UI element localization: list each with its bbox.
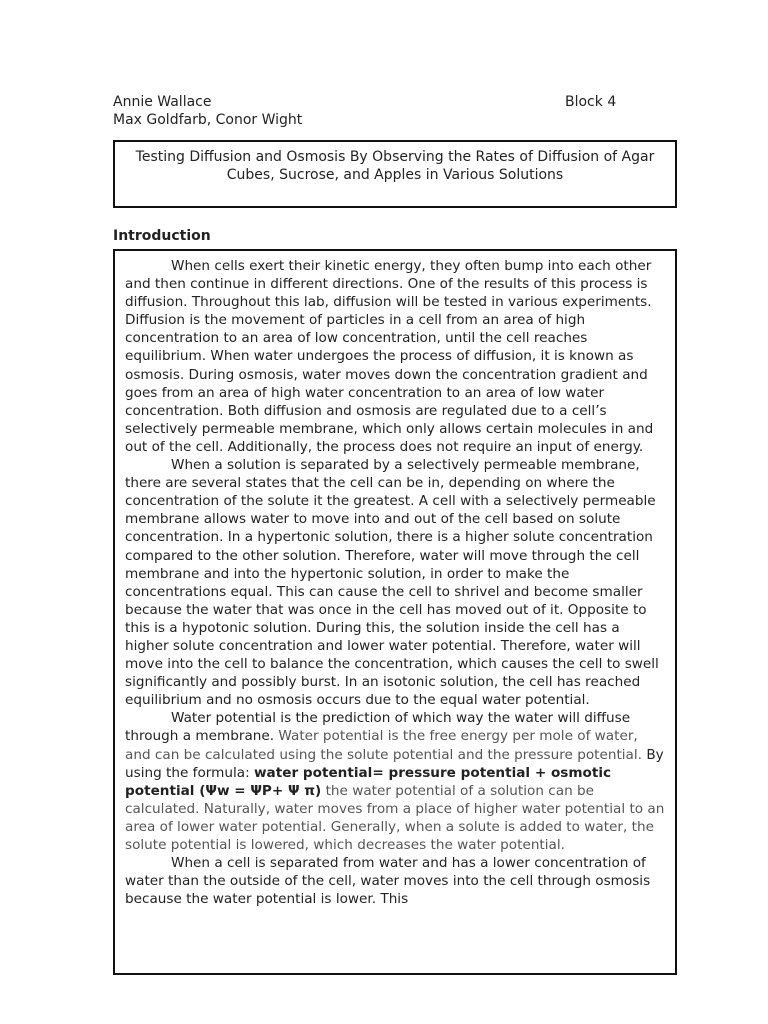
introduction-text bbox=[115, 251, 675, 908]
section-heading-introduction: Introduction bbox=[113, 228, 211, 244]
paragraph-1: When cells exert their kinetic energy, they often bump into each other and then continue in different directions. One of the results of this process is diffusion. Throughout this lab, diffusion will be tested in various experiments. Diffusion is the movement of particles in a cell from an area of high concentration to an area of low concentration, until the cell reaches equilibrium. When water undergoes the process of diffusion, it is known as osmosis. During osmosis, water moves down the concentration gradient and goes from an area of high water concentration to an area of low water concentration. Both diffusion and osmosis are regulated due to a cell’s selectively permeable membrane, which only allows certain molecules in and out of the cell. Additionally, the process does not require an input of energy. bbox=[125, 258, 654, 455]
title-box bbox=[113, 140, 677, 208]
water-potential-formula: water potential= pressure potential + osmotic potential (Ψw = ΨP+ Ψ π) bbox=[125, 764, 612, 799]
document-title: Testing Diffusion and Osmosis By Observing the Rates of Diffusion of Agar Cubes, Sucrose, and Apples in Various Solutions bbox=[135, 149, 655, 183]
paragraph-3-part-3: By using the formula: bbox=[125, 746, 664, 781]
paragraph-3-part-2: Water potential is the free energy per mole of water, and can be calculated using the solute potential and the pressure potential. bbox=[125, 728, 642, 763]
author-line-1: Annie Wallace bbox=[113, 94, 212, 110]
paragraph-3-part-4: the water potential of a solution can be calculated. Naturally, water moves from a place of higher water potential to an area of lower water potential. Generally, when a solute is added to water, the solute potential is lowered, which decreases the water potential. bbox=[125, 782, 665, 853]
paragraph-3 bbox=[125, 709, 667, 854]
paragraph-4: When a cell is separated from water and has a lower concentration of water than the outside of the cell, water moves into the cell through osmosis because the water potential is lower. This bbox=[125, 855, 651, 908]
author-line-2: Max Goldfarb, Conor Wight bbox=[113, 112, 303, 128]
block-label: Block 4 bbox=[565, 94, 617, 110]
paragraph-3-part-1: Water potential is the prediction of which way the water will diffuse through a membrane. bbox=[125, 710, 631, 745]
paragraph-2: When a solution is separated by a selectively permeable membrane, there are several states that the cell can be in, depending on where the concentration of the solute it the greatest. A cell with a selectively permeable membrane allows water to move into and out of the cell based on solute concentration. In a hypertonic solution, there is a higher solute concentration compared to the other solution. Therefore, water will move through the cell membrane and into the hypertonic solution, in order to make the concentrations equal. This can cause the cell to shrivel and become smaller because the water that was once in the cell has moved out of it. Opposite to this is a hypotonic solution. During this, the solution inside the cell has a higher solute concentration and lower water potential. Therefore, water will move into the cell to balance the concentration, which causes the cell to swell significantly and possibly burst. In an isotonic solution, the cell has reached equilibrium and no osmosis occurs due to the equal water potential. bbox=[125, 457, 659, 709]
introduction-box bbox=[113, 249, 677, 975]
